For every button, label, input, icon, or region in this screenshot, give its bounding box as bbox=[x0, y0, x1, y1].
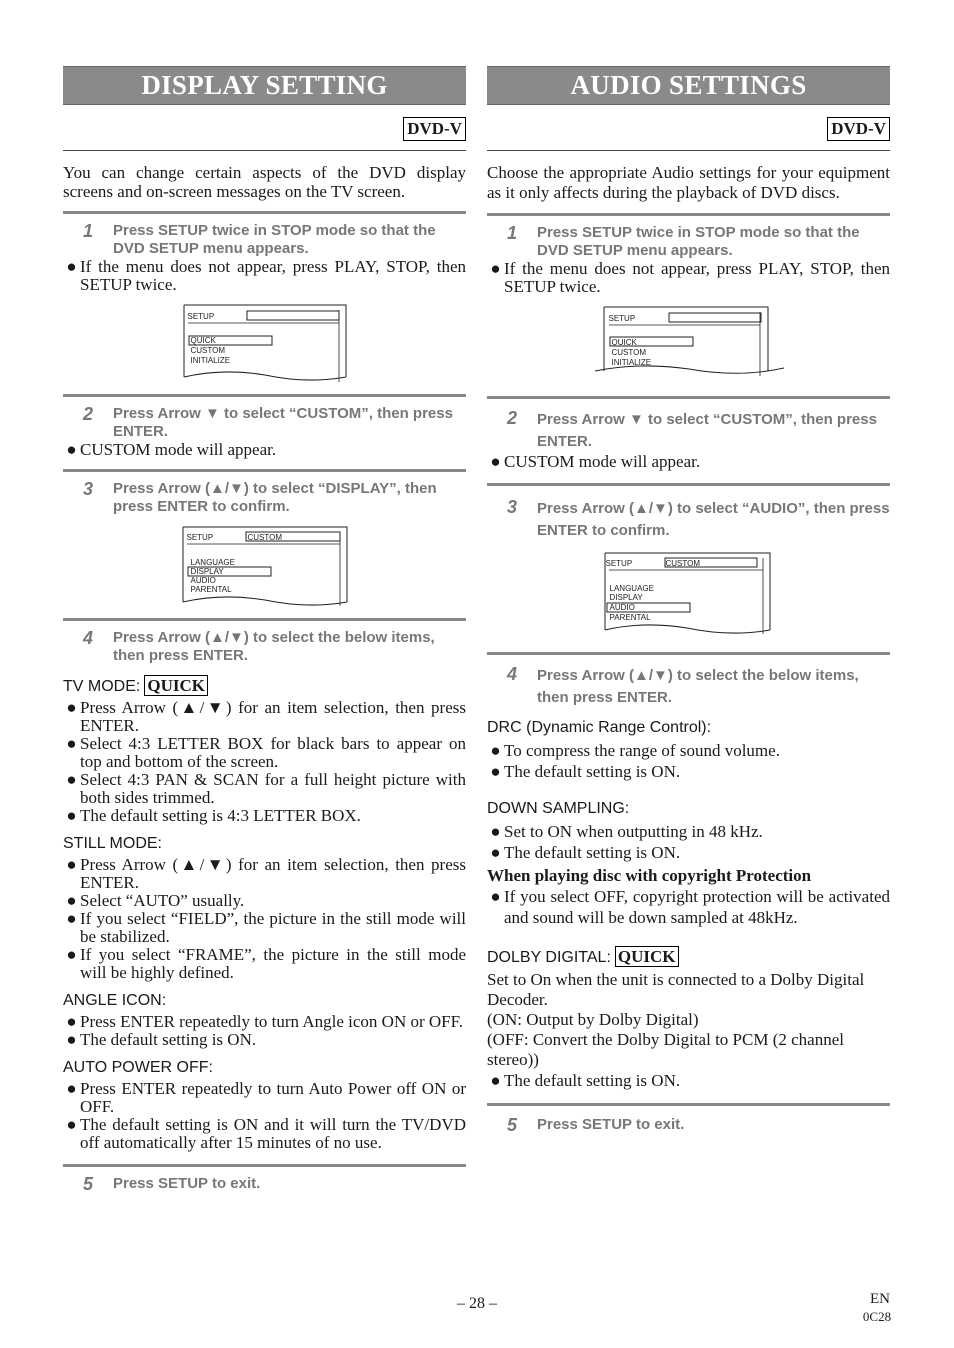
dolby-digital-heading: DOLBY DIGITAL: QUICK bbox=[487, 946, 890, 967]
step-3: 3 Press Arrow (▲/▼) to select “DISPLAY”, then press ENTER to confirm. bbox=[82, 479, 437, 515]
quick-badge: QUICK bbox=[144, 675, 208, 696]
bullet: ● Press ENTER repeatedly to turn Auto Power off ON or OFF. bbox=[66, 1079, 466, 1116]
still-mode-heading: STILL MODE: bbox=[63, 835, 162, 852]
bullet: ● The default setting is ON. bbox=[66, 1030, 257, 1049]
bullet: ● The default setting is ON. bbox=[490, 762, 681, 781]
language-code: EN bbox=[870, 1291, 890, 1307]
bullet: ● Select 4:3 LETTER BOX for black bars to appear on top and bottom of the screen. bbox=[66, 734, 466, 771]
down-sampling-heading: DOWN SAMPLING: bbox=[487, 800, 630, 817]
paragraph: Set to On when the unit is connected to a Dolby Digital Decoder. bbox=[487, 970, 865, 1009]
step-3: 3 Press Arrow (▲/▼) to select “AUDIO”, then press ENTER to confirm. bbox=[506, 497, 890, 539]
drc-heading: DRC (Dynamic Range Control): bbox=[487, 719, 712, 736]
bullet: ● Press Arrow (▲/▼) for an item selection, then press ENTER. bbox=[66, 855, 466, 892]
bullet: ● Press Arrow (▲/▼) for an item selection, then press ENTER. bbox=[66, 698, 466, 735]
bullet: ● The default setting is ON. bbox=[490, 843, 681, 862]
bullet: ● If the menu does not appear, press PLAY, STOP, then SETUP twice. bbox=[490, 259, 890, 296]
copyright-subheading: When playing disc with copyright Protection bbox=[487, 866, 812, 885]
bullet: ● CUSTOM mode will appear. bbox=[66, 440, 277, 459]
custom-screen-illustration: SETUP CUSTOM LANGUAGE DISPLAY AUDIO PARENTAL bbox=[182, 526, 348, 610]
step-2: 2 Press Arrow ▼ to select “CUSTOM”, then press ENTER. bbox=[506, 408, 877, 450]
setup-screen-illustration: SETUP QUICK CUSTOM INITIALIZE bbox=[594, 306, 784, 380]
section-title: DISPLAY SETTING bbox=[63, 66, 466, 105]
page-number: – 28 – bbox=[457, 1295, 497, 1312]
bullet: ● To compress the range of sound volume. bbox=[490, 741, 780, 760]
bullet: ● If the menu does not appear, press PLAY, STOP, then SETUP twice. bbox=[66, 257, 466, 294]
intro-text: You can change certain aspects of the DVD display screens and on-screen messages on the TV screen. bbox=[63, 163, 466, 201]
bullet: ● The default setting is 4:3 LETTER BOX. bbox=[66, 806, 361, 825]
setup-screen-illustration: SETUP QUICK CUSTOM INITIALIZE bbox=[183, 304, 347, 386]
angle-icon-heading: ANGLE ICON: bbox=[63, 992, 167, 1009]
bullet: ● Select 4:3 PAN & SCAN for a full height picture with both sides trimmed. bbox=[66, 770, 466, 807]
bullet: ● The default setting is ON and it will turn the TV/DVD off automatically after 15 minutes of no use. bbox=[66, 1115, 466, 1152]
bullet: ● Select “AUTO” usually. bbox=[66, 891, 245, 910]
bullet: ● Set to ON when outputting in 48 kHz. bbox=[490, 822, 763, 841]
bullet: ● Press ENTER repeatedly to turn Angle icon ON or OFF. bbox=[66, 1012, 463, 1031]
auto-power-off-heading: AUTO POWER OFF: bbox=[63, 1059, 213, 1076]
custom-screen-illustration: SETUP CUSTOM LANGUAGE DISPLAY AUDIO PARENTAL bbox=[599, 552, 779, 642]
step-4: 4 Press Arrow (▲/▼) to select the below items, then press ENTER. bbox=[506, 664, 859, 706]
step-1: 1 Press SETUP twice in STOP mode so that the DVD SETUP menu appears. bbox=[82, 221, 436, 257]
intro-text: Choose the appropriate Audio settings for your equipment as it only affects during the playback of DVD discs. bbox=[487, 163, 890, 202]
quick-badge: QUICK bbox=[615, 946, 679, 967]
bullet: ● CUSTOM mode will appear. bbox=[490, 452, 701, 471]
step-4: 4 Press Arrow (▲/▼) to select the below items, then press ENTER. bbox=[82, 628, 435, 664]
section-title: AUDIO SETTINGS bbox=[487, 66, 890, 105]
dvd-v-badge: DVD-V bbox=[827, 117, 890, 141]
audio-settings-column bbox=[487, 66, 890, 1134]
bullet: ● If you select OFF, copyright protection will be activated and sound will be down sampled at 48kHz. bbox=[490, 887, 890, 927]
bullet: ● If you select “FRAME”, the picture in the still mode will be highly defined. bbox=[66, 945, 466, 982]
step-1: 1 Press SETUP twice in STOP mode so that the DVD SETUP menu appears. bbox=[506, 223, 860, 259]
bullet: ● If you select “FIELD”, the picture in the still mode will be stabilized. bbox=[66, 909, 466, 946]
bullet: ● The default setting is ON. bbox=[490, 1071, 681, 1090]
step-5: 5 Press SETUP to exit. bbox=[506, 1115, 685, 1135]
paragraph: (ON: Output by Dolby Digital) bbox=[487, 1010, 699, 1029]
step-2: 2 Press Arrow ▼ to select “CUSTOM”, then press ENTER. bbox=[82, 404, 453, 440]
dvd-v-badge: DVD-V bbox=[403, 117, 466, 141]
document-code: 0C28 bbox=[862, 1309, 892, 1324]
step-5: 5 Press SETUP to exit. bbox=[82, 1174, 261, 1194]
tv-mode-heading: TV MODE: QUICK bbox=[63, 675, 466, 696]
display-setting-column bbox=[63, 66, 466, 1193]
paragraph: (OFF: Convert the Dolby Digital to PCM (2 channel stereo)) bbox=[487, 1030, 844, 1069]
